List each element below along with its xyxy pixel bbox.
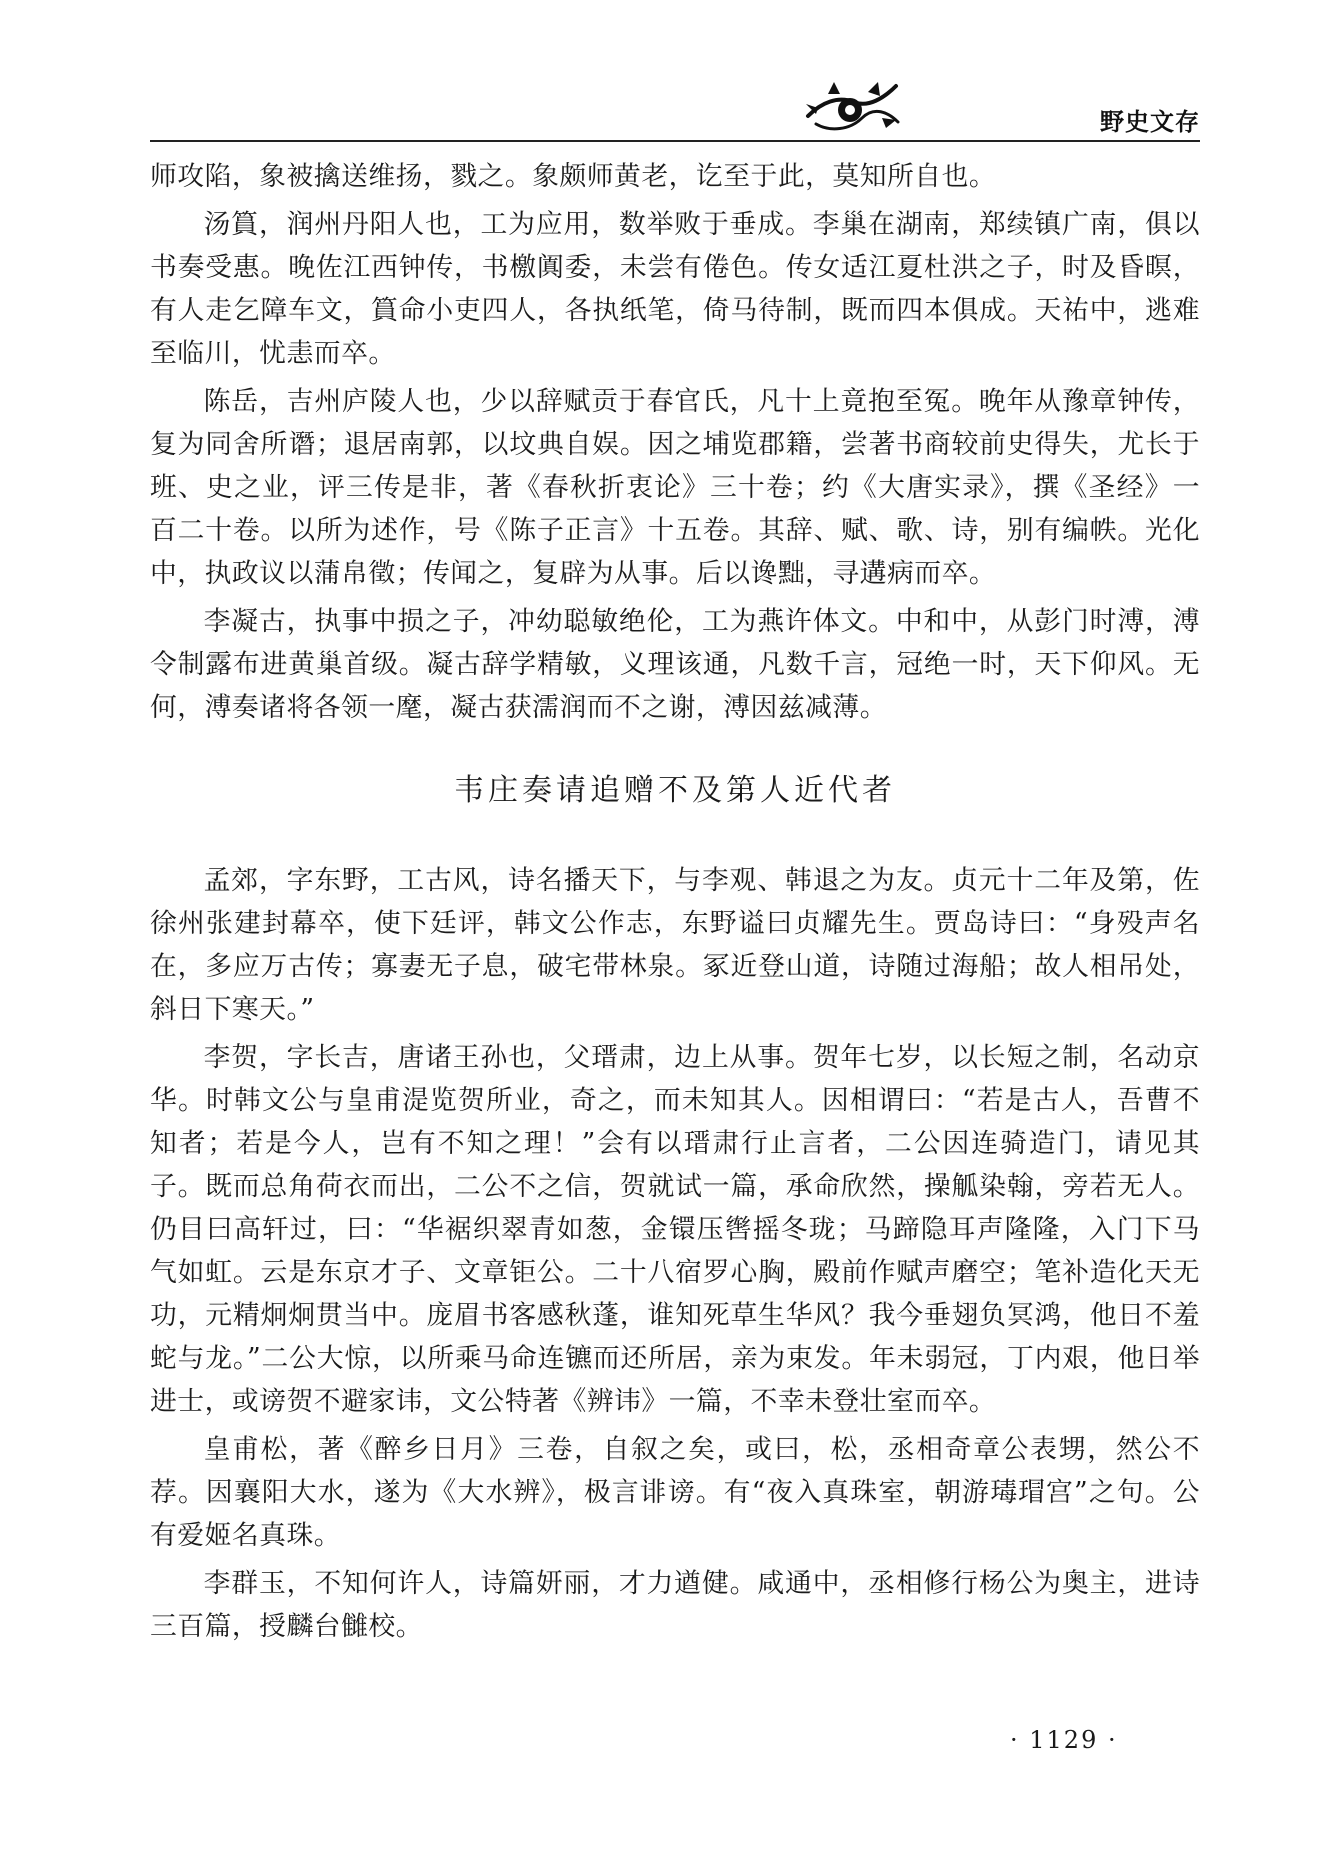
- text-block-before: [150, 155, 1200, 729]
- paragraph: 汤篔，润州丹阳人也，工为应用，数举败于垂成。李巢在湖南，郑续镇广南，俱以书奏受惠。晚佐江西钟传，书檄阗委，未尝有倦色。传女适江夏杜洪之子，时及昏暝，有人走乞障车文，篔命小吏四人，各执纸笔，倚马待制，既而四本俱成。天祐中，逃难至临川，忧恚而卒。: [150, 209, 1200, 369]
- paragraph: 皇甫松，著《醉乡日月》三卷，自叙之矣，或曰，松，丞相奇章公表甥，然公不荐。因襄阳大水，遂为《大水辨》，极言诽谤。有“夜入真珠室，朝游瑇瑁宫”之句。公有爱姬名真珠。: [150, 1434, 1200, 1551]
- running-header: [150, 72, 1200, 142]
- paragraph: 李贺，字长吉，唐诸王孙也，父瑨肃，边上从事。贺年七岁，以长短之制，名动京华。时韩文公与皇甫湜览贺所业，奇之，而未知其人。因相谓曰：“若是古人，吾曹不知者；若是今人，岂有不知之理！”会有以瑨肃行止言者，二公因连骑造门，请见其子。既而总角荷衣而出，二公不之信，贺就试一篇，承命欣然，操觚染翰，旁若无人。仍目曰高轩过，曰：“华裾织翠青如葱，金镮压辔摇冬珑；马蹄隐耳声隆隆，入门下马气如虹。云是东京才子、文章钜公。二十八宿罗心胸，殿前作赋声磨空；笔补造化天无功，元精炯炯贯当中。庞眉书客感秋蓬，谁知死草生华风？我今垂翅负冥鸿，他日不羞蛇与龙。”二公大惊，以所乘马命连镳而还所居，亲为束发。年未弱冠，丁内艰，他日举进士，或谤贺不避家讳，文公特著《辨讳》一篇，不幸未登壮室而卒。: [150, 1042, 1200, 1417]
- paragraph: 师攻陷，象被擒送维扬，戮之。象颇师黄老，讫至于此，莫知所自也。: [150, 161, 997, 192]
- paragraph: 李凝古，执事中损之子，冲幼聪敏绝伦，工为燕许体文。中和中，从彭门时溥，溥令制露布进黄巢首级。凝古辞学精敏，义理该通，凡数千言，冠绝一时，天下仰风。无何，溥奏诸将各领一麾，凝古获濡润而不之谢，溥因兹减薄。: [150, 606, 1200, 723]
- page-number: · 1129 ·: [1010, 1726, 1118, 1754]
- header-title: 野史文存: [1100, 108, 1200, 136]
- paragraph: 孟郊，字东野，工古风，诗名播天下，与李观、韩退之为友。贞元十二年及第，佐徐州张建封幕卒，使下廷评，韩文公作志，东野谥曰贞耀先生。贾岛诗曰：“身殁声名在，多应万古传；寡妻无子息，破宅带林泉。冢近登山道，诗随过海船；故人相吊处，斜日下寒天。”: [150, 865, 1200, 1025]
- dragon-emblem-icon: [798, 72, 908, 138]
- section-title: 韦庄奏请追赠不及第人近代者: [454, 773, 896, 808]
- page-body: [150, 155, 1200, 1653]
- text-block-after: [150, 859, 1200, 1648]
- paragraph: 李群玉，不知何许人，诗篇妍丽，才力遒健。咸通中，丞相修行杨公为奥主，进诗三百篇，授麟台雠校。: [150, 1568, 1200, 1642]
- paragraph: 陈岳，吉州庐陵人也，少以辞赋贡于春官氏，凡十上竟抱至冤。晚年从豫章钟传，复为同舍所谮；退居南郭，以坟典自娱。因之埔览郡籍，尝著书商较前史得失，尤长于班、史之业，评三传是非，著《春秋折衷论》三十卷；约《大唐实录》，撰《圣经》一百二十卷。以所为述作，号《陈子正言》十五卷。其辞、赋、歌、诗，别有编帙。光化中，执政议以蒲帛徵；传闻之，复辟为从事。后以谗黜，寻遘病而卒。: [150, 386, 1200, 589]
- header-rule: [150, 140, 1200, 142]
